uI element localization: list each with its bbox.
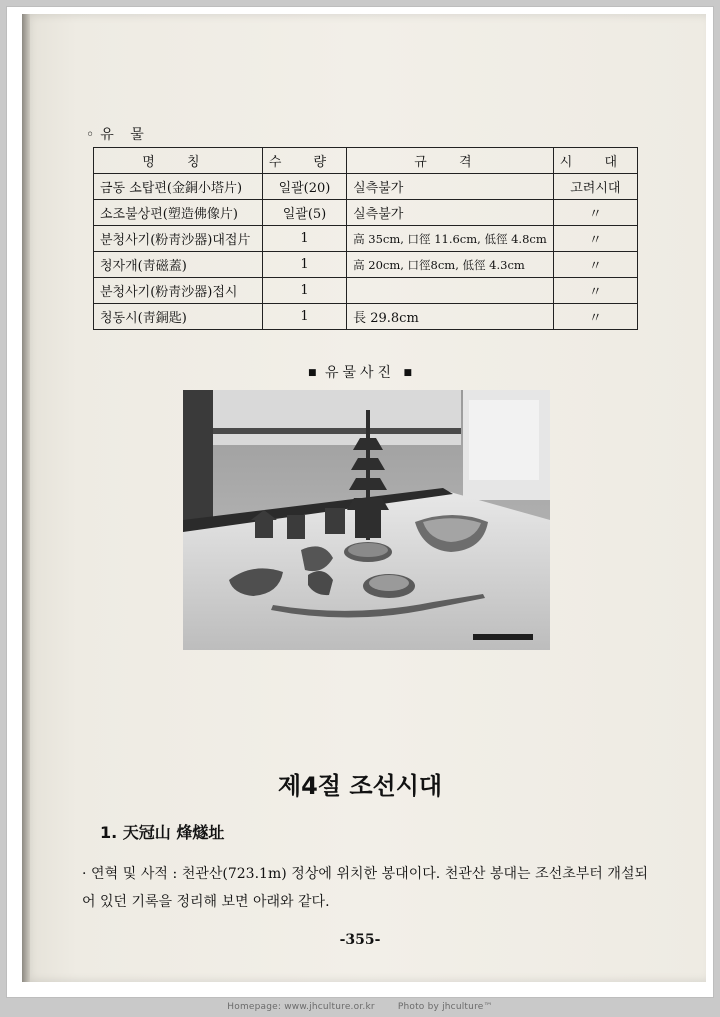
photo-heading (0, 362, 720, 382)
cell-quantity: 일괄(5) (262, 200, 346, 226)
table-row (94, 252, 638, 278)
relics-table (93, 147, 638, 330)
section-subheading: 1. 天冠山 烽燧址 (100, 823, 225, 842)
cell-name: 청자개(靑磁蓋) (94, 252, 263, 278)
footer (0, 1002, 720, 1012)
table-header-row (94, 148, 638, 174)
cell-spec: 高 20cm, 口徑8cm, 低徑 4.3cm (347, 252, 554, 278)
chapter-title: 제4절 조선시대 (277, 772, 443, 800)
relics-photo (183, 390, 550, 650)
book-spine-shadow (22, 14, 30, 982)
cell-name: 청동시(靑銅匙) (94, 304, 263, 330)
table-row (94, 200, 638, 226)
table-row (94, 304, 638, 330)
relics-section-label: ◦유 물 (86, 127, 150, 143)
cell-era: 〃 (553, 200, 637, 226)
cell-spec: 高 35cm, 口徑 11.6cm, 低徑 4.8cm (347, 226, 554, 252)
cell-era: 〃 (553, 278, 637, 304)
cell-name: 분청사기(粉靑沙器)접시 (94, 278, 263, 304)
cell-quantity: 1 (262, 304, 346, 330)
table-row (94, 278, 638, 304)
photo-heading-title: 유물사진 (324, 365, 396, 381)
footer-photo-credit: Photo by jhculture™ (397, 1002, 493, 1012)
cell-spec (347, 278, 554, 304)
body-paragraph: · 연혁 및 사적 : 천관산(723.1m) 정상에 위치한 봉대이다. 천관산 봉대는 조선초부터 개설되어 있던 기록을 정리해 보면 아래와 같다. (82, 866, 648, 910)
cell-spec: 실측불가 (347, 200, 554, 226)
header-name: 명 칭 (94, 148, 263, 174)
cell-quantity: 1 (262, 226, 346, 252)
square-marker-icon: ■ (307, 368, 317, 378)
cell-spec: 실측불가 (347, 174, 554, 200)
header-quantity: 수 량 (262, 148, 346, 174)
cell-era: 〃 (553, 304, 637, 330)
page-number: -355- (339, 932, 381, 948)
cell-quantity: 일괄(20) (262, 174, 346, 200)
cell-name: 소조불상편(塑造佛像片) (94, 200, 263, 226)
header-era: 시 대 (553, 148, 637, 174)
cell-name: 금동 소탑편(金銅小塔片) (94, 174, 263, 200)
cell-quantity: 1 (262, 252, 346, 278)
cell-era: 〃 (553, 252, 637, 278)
table-row (94, 174, 638, 200)
cell-quantity: 1 (262, 278, 346, 304)
square-marker-icon: ■ (403, 368, 413, 378)
cell-spec: 長 29.8cm (347, 304, 554, 330)
cell-era: 〃 (553, 226, 637, 252)
header-spec: 규 격 (347, 148, 554, 174)
footer-homepage: Homepage: www.jhculture.or.kr (227, 1002, 375, 1012)
cell-era: 고려시대 (553, 174, 637, 200)
cell-name: 분청사기(粉靑沙器)대접片 (94, 226, 263, 252)
relics-photo-image (183, 390, 550, 650)
table-row (94, 226, 638, 252)
